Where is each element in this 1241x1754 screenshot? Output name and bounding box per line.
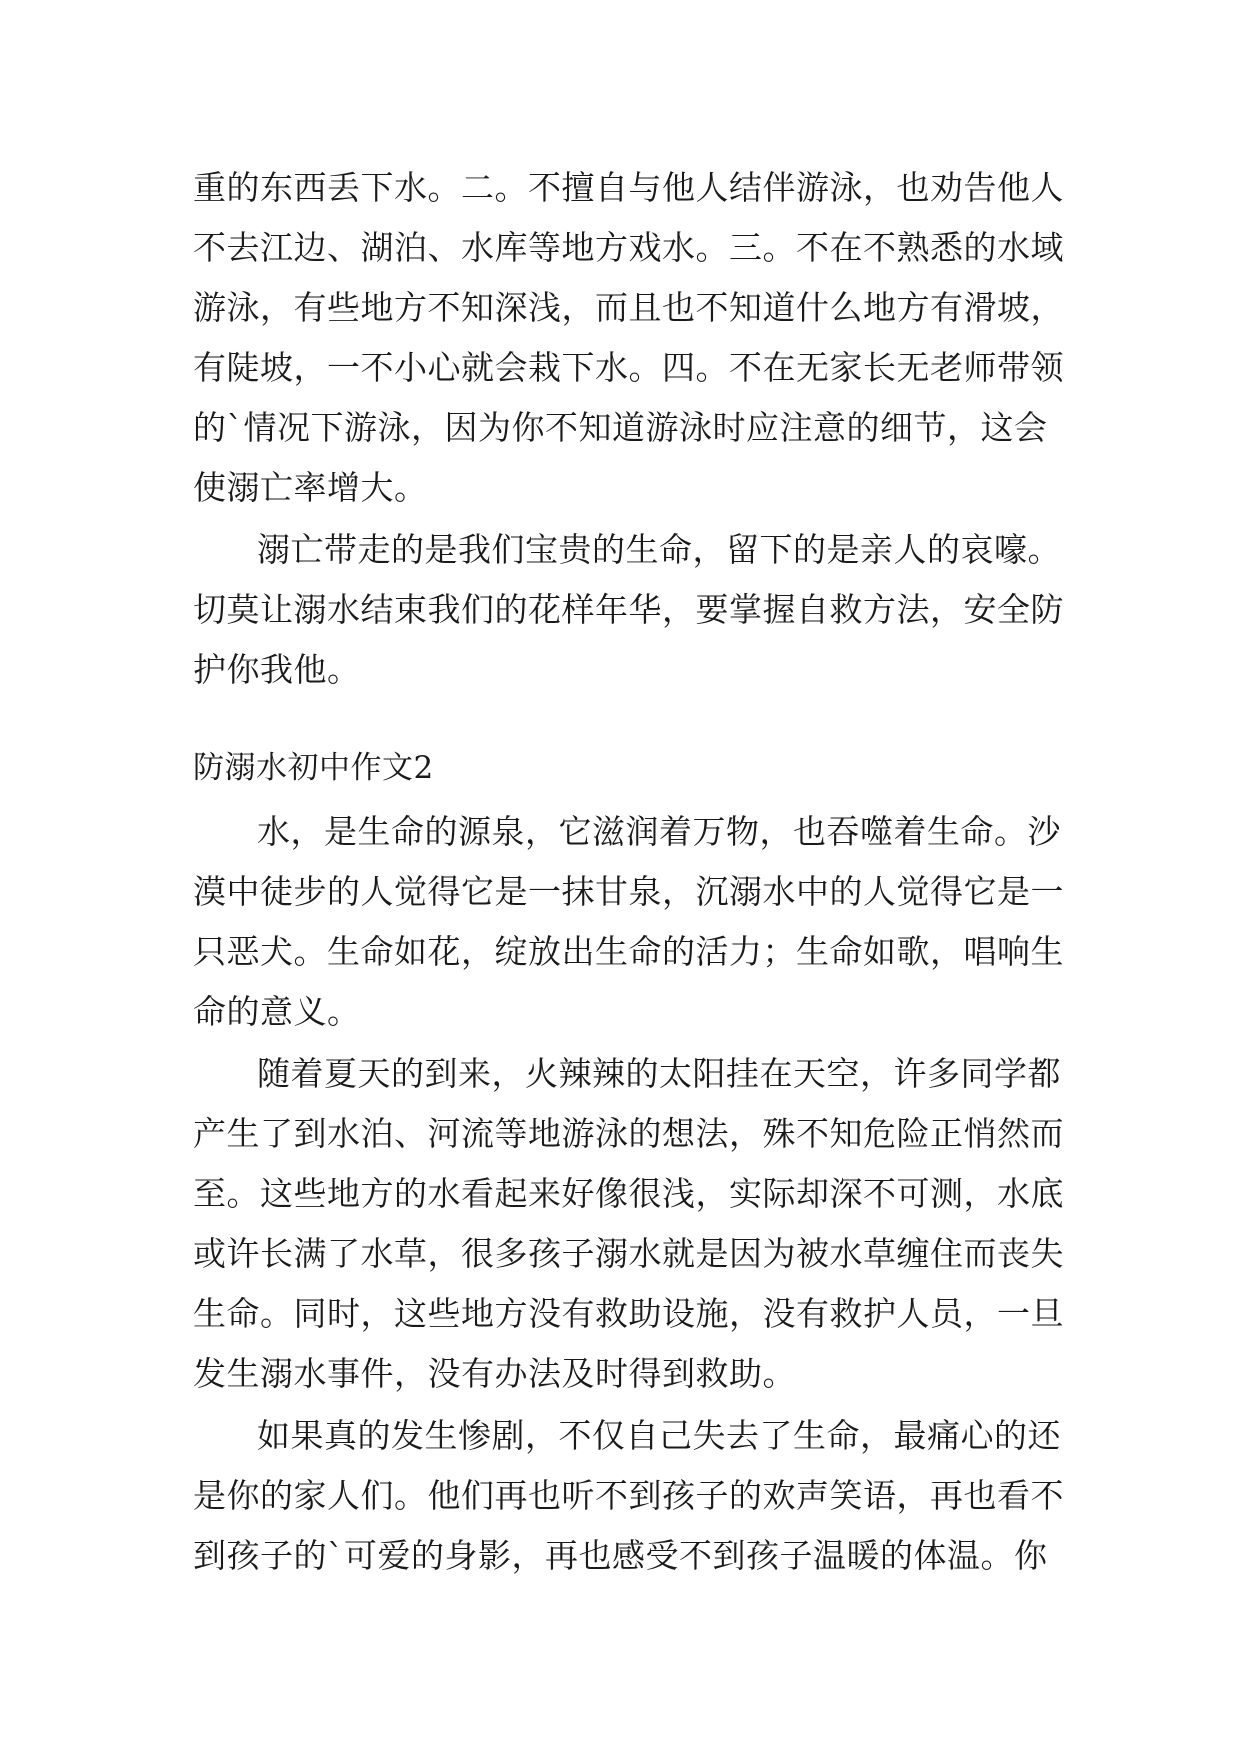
text-line: 不去江边、湖泊、水库等地方戏水。三。不在不熟悉的水域 — [193, 228, 1064, 267]
text-line: 至。这些地方的水看起来好像很浅，实际却深不可测，水底 — [193, 1174, 1064, 1213]
text-line: 是你的家人们。他们再也听不到孩子的欢声笑语，再也看不 — [193, 1476, 1064, 1515]
text-line: 护你我他。 — [193, 650, 361, 689]
text-line: 生命。同时，这些地方没有救助设施，没有救护人员，一旦 — [193, 1294, 1064, 1333]
paragraph-first-line: 如果真的发生惨剧，不仅自己失去了生命，最痛心的还 — [257, 1416, 1061, 1455]
text-line: 只恶犬。生命如花，绽放出生命的活力；生命如歌，唱响生 — [193, 932, 1064, 971]
paragraph-first-line: 水，是生命的源泉，它滋润着万物，也吞噬着生命。沙 — [257, 812, 1061, 851]
text-line: 重的东西丢下水。二。不擅自与他人结伴游泳，也劝告他人 — [193, 168, 1064, 207]
section-heading: 防溺水初中作文2 — [193, 750, 434, 786]
text-line: 发生溺水事件，没有办法及时得到救助。 — [193, 1354, 796, 1393]
text-line: 产生了到水泊、河流等地游泳的想法，殊不知危险正悄然而 — [193, 1114, 1064, 1153]
text-line: 切莫让溺水结束我们的花样年华，要掌握自救方法，安全防 — [193, 590, 1064, 629]
text-line: 的`情况下游泳，因为你不知道游泳时应注意的细节，这会 — [193, 408, 1048, 447]
text-line: 命的意义。 — [193, 992, 361, 1031]
text-line: 游泳，有些地方不知深浅，而且也不知道什么地方有滑坡， — [193, 288, 1064, 327]
text-line: 漠中徒步的人觉得它是一抹甘泉，沉溺水中的人觉得它是一 — [193, 872, 1064, 911]
text-line: 有陡坡，一不小心就会栽下水。四。不在无家长无老师带领 — [193, 348, 1064, 387]
text-line: 使溺亡率增大。 — [193, 468, 428, 507]
paragraph-first-line: 溺亡带走的是我们宝贵的生命，留下的是亲人的哀嚎。 — [257, 530, 1061, 569]
paragraph-first-line: 随着夏天的到来，火辣辣的太阳挂在天空，许多同学都 — [257, 1054, 1061, 1093]
text-line: 或许长满了水草，很多孩子溺水就是因为被水草缠住而丧失 — [193, 1234, 1064, 1273]
text-line: 到孩子的`可爱的身影，再也感受不到孩子温暖的体温。你 — [193, 1536, 1048, 1575]
